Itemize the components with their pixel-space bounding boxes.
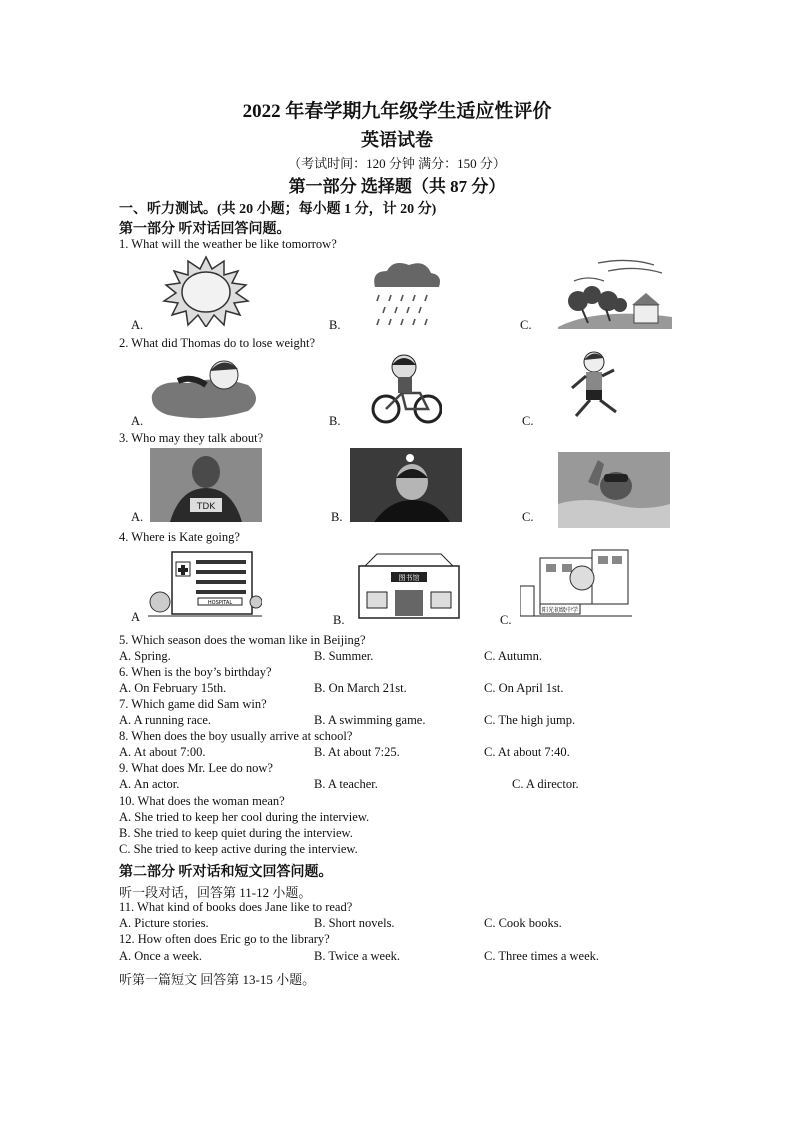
q10-option-a[interactable]: A. She tried to keep her cool during the interview. bbox=[119, 810, 370, 824]
question-8: 8. When does the boy usually arrive at school? bbox=[119, 729, 353, 743]
q5-option-b[interactable]: B. Summer. bbox=[314, 649, 374, 663]
swimmer-photo[interactable] bbox=[558, 452, 670, 528]
q3-label-a: A. bbox=[131, 510, 144, 524]
school-icon[interactable] bbox=[520, 548, 632, 620]
running-boy-icon[interactable] bbox=[560, 350, 626, 426]
q7-option-c[interactable]: C. The high jump. bbox=[484, 713, 576, 727]
q4-label-a: A bbox=[131, 610, 141, 624]
q6-option-b[interactable]: B. On March 21st. bbox=[314, 681, 407, 695]
q12-option-a[interactable]: A. Once a week. bbox=[119, 949, 202, 963]
hospital-icon[interactable] bbox=[148, 548, 262, 620]
q8-option-b[interactable]: B. At about 7:25. bbox=[314, 745, 400, 759]
q7-option-b[interactable]: B. A swimming game. bbox=[314, 713, 426, 727]
q3-label-c: C. bbox=[522, 510, 534, 524]
question-12: 12. How often does Eric go to the library? bbox=[119, 932, 330, 946]
q2-label-c: C. bbox=[522, 414, 534, 428]
svg-text:TDK: TDK bbox=[196, 502, 216, 512]
q3-label-b: B. bbox=[331, 510, 343, 524]
q1-label-c: C. bbox=[520, 318, 532, 332]
q12-option-c[interactable]: C. Three times a week. bbox=[484, 949, 600, 963]
cycling-boy-icon[interactable] bbox=[370, 353, 442, 425]
dialog-intro: 听一段对话，回答第 11-12 小题。 bbox=[119, 885, 312, 900]
q2-label-b: B. bbox=[329, 414, 341, 428]
q1-label-a: A. bbox=[131, 318, 144, 332]
exam-title: 2022 年春学期九年级学生适应性评价 bbox=[242, 101, 552, 122]
q5-option-a[interactable]: A. Spring. bbox=[119, 649, 171, 663]
q2-label-a: A. bbox=[131, 414, 144, 428]
q10-option-b[interactable]: B. She tried to keep quiet during the interview. bbox=[119, 826, 353, 840]
question-6: 6. When is the boy’s birthday? bbox=[119, 665, 272, 679]
q11-option-c[interactable]: C. Cook books. bbox=[484, 916, 562, 930]
school-sign: 阳光初级中学 bbox=[541, 607, 579, 614]
question-3: 3. Who may they talk about? bbox=[119, 431, 264, 445]
table-tennis-photo[interactable] bbox=[350, 448, 462, 522]
q9-option-a[interactable]: A. An actor. bbox=[119, 777, 180, 791]
sprinter-photo[interactable] bbox=[150, 448, 262, 522]
q12-option-b[interactable]: B. Twice a week. bbox=[314, 949, 401, 963]
question-1: 1. What will the weather be like tomorrow? bbox=[119, 237, 337, 251]
section-heading: 一、听力测试。(共 20 小题；每小题 1 分，计 20 分) bbox=[119, 202, 437, 217]
q10-option-c[interactable]: C. She tried to keep active during the interview. bbox=[119, 842, 358, 856]
exam-info: （考试时间：120 分钟 满分：150 分） bbox=[288, 156, 506, 171]
q1-label-b: B. bbox=[329, 318, 341, 332]
part-one-title: 第一部分 选择题（共 87 分） bbox=[288, 177, 506, 196]
passage-intro: 听第一篇短文 回答第 13-15 小题。 bbox=[119, 972, 316, 987]
q9-option-c[interactable]: C. A director. bbox=[512, 777, 579, 791]
q7-option-a[interactable]: A. A running race. bbox=[119, 713, 211, 727]
q4-label-b: B. bbox=[333, 613, 345, 627]
q11-option-b[interactable]: B. Short novels. bbox=[314, 916, 395, 930]
exam-subject: 英语试卷 bbox=[361, 130, 433, 150]
rain-cloud-icon[interactable] bbox=[365, 257, 445, 327]
windy-trees-icon[interactable] bbox=[558, 255, 672, 329]
question-4: 4. Where is Kate going? bbox=[119, 530, 240, 544]
q9-option-b[interactable]: B. A teacher. bbox=[314, 777, 378, 791]
question-7: 7. Which game did Sam win? bbox=[119, 697, 267, 711]
question-5: 5. Which season does the woman like in Beijing? bbox=[119, 633, 366, 647]
q5-option-c[interactable]: C. Autumn. bbox=[484, 649, 542, 663]
swimming-boy-icon[interactable] bbox=[148, 355, 262, 423]
question-11: 11. What kind of books does Jane like to read? bbox=[119, 900, 353, 914]
library-sign: 图书馆 bbox=[398, 574, 420, 582]
hospital-sign: HOSPITAL bbox=[207, 600, 233, 606]
q6-option-c[interactable]: C. On April 1st. bbox=[484, 681, 564, 695]
sun-icon[interactable] bbox=[150, 255, 262, 327]
q6-option-a[interactable]: A. On February 15th. bbox=[119, 681, 227, 695]
q8-option-c[interactable]: C. At about 7:40. bbox=[484, 745, 570, 759]
question-10: 10. What does the woman mean? bbox=[119, 794, 285, 808]
subsection-b-heading: 第二部分 听对话和短文回答问题。 bbox=[119, 865, 333, 880]
q11-option-a[interactable]: A. Picture stories. bbox=[119, 916, 209, 930]
question-2: 2. What did Thomas do to lose weight? bbox=[119, 336, 316, 350]
library-icon[interactable] bbox=[355, 552, 463, 620]
q8-option-a[interactable]: A. At about 7:00. bbox=[119, 745, 206, 759]
subsection-a-heading: 第一部分 听对话回答问题。 bbox=[119, 222, 291, 237]
question-9: 9. What does Mr. Lee do now? bbox=[119, 761, 273, 775]
q4-label-c: C. bbox=[500, 613, 512, 627]
